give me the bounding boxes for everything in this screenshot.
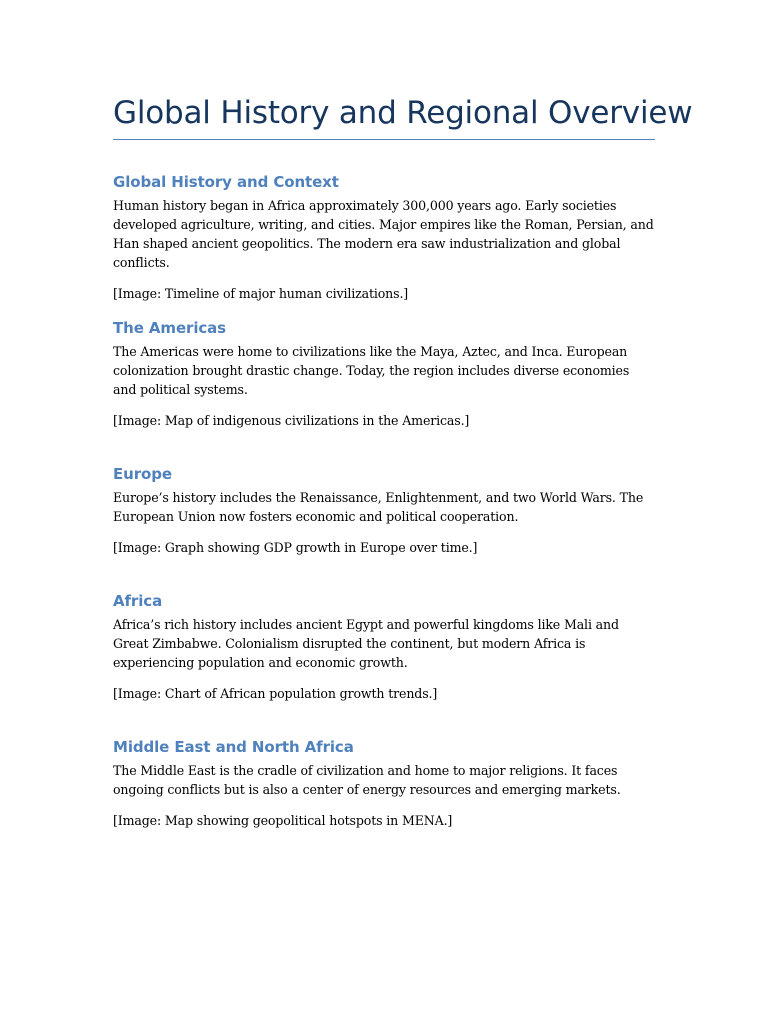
section-heading: The Americas [113, 319, 226, 337]
section-africa [113, 589, 655, 703]
section-body-text: Europe’s history includes the Renaissance, Enlightenment, and two World Wars. The European Union now fosters economic and political cooperation. [113, 490, 644, 524]
image-placeholder-caption: [Image: Graph showing GDP growth in Europe over time.] [113, 540, 478, 555]
section-global-history [113, 170, 655, 303]
section-heading: Europe [113, 465, 172, 483]
section-europe [113, 462, 655, 557]
section-heading: Global History and Context [113, 173, 339, 191]
section-body-text: Africa’s rich history includes ancient Egypt and powerful kingdoms like Mali and Great Zimbabwe. Colonialism disrupted the continent, but modern Africa is experiencing population and economic growth. [113, 617, 619, 670]
section-americas [113, 316, 655, 430]
image-placeholder-caption: [Image: Map of indigenous civilizations in the Americas.] [113, 413, 470, 428]
section-body-text: Human history began in Africa approximately 300,000 years ago. Early societies developed agriculture, writing, and cities. Major empires like the Roman, Persian, and Han shaped ancient geopolitics. The modern era saw industrialization and global conflicts. [113, 198, 654, 270]
section-heading: Africa [113, 592, 163, 610]
image-placeholder-caption: [Image: Timeline of major human civilizations.] [113, 286, 409, 301]
section-middle-east-north-africa [113, 735, 655, 830]
image-placeholder-caption: [Image: Chart of African population growth trends.] [113, 686, 438, 701]
section-body-text: The Middle East is the cradle of civilization and home to major religions. It faces ongoing conflicts but is also a center of energy resources and emerging markets. [113, 763, 621, 797]
section-body-text: The Americas were home to civilizations like the Maya, Aztec, and Inca. European colonization brought drastic change. Today, the region includes diverse economies and political systems. [113, 344, 630, 397]
section-heading: Middle East and North Africa [113, 738, 354, 756]
image-placeholder-caption: [Image: Map showing geopolitical hotspots in MENA.] [113, 813, 453, 828]
title-underline-rule [113, 139, 655, 140]
document-title: Global History and Regional Overview [113, 95, 693, 131]
